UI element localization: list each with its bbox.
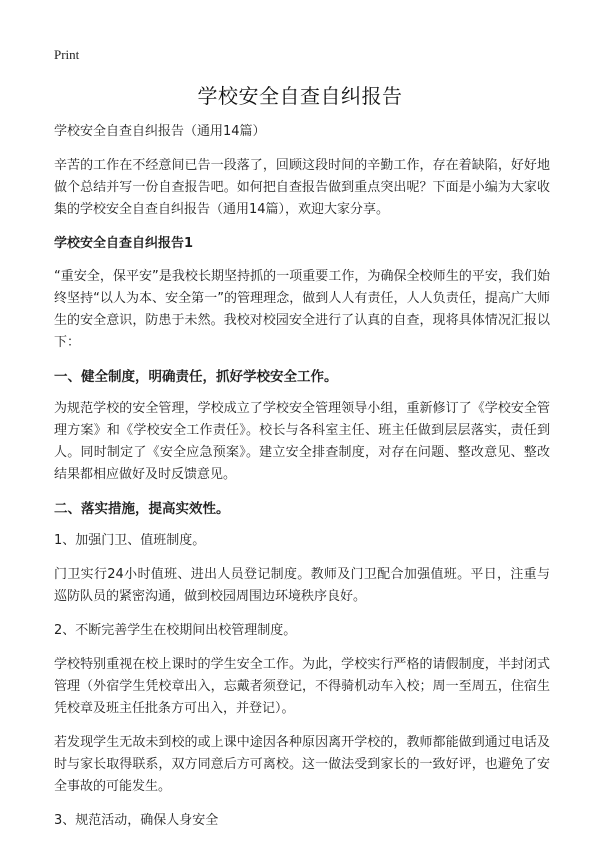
body-paragraph: 若发现学生无故未到校的或上课中途因各种原因离开学校的，教师都能做到通过电话及时与家长取得联系，双方同意后方可离校。这一做法受到家长的一致好评，也避免了安全事故的可能发生。 [54,735,550,794]
body-paragraph: 学校特别重视在校上课时的学生安全工作。为此，学校实行严格的请假制度，半封闭式管理（外宿学生凭校章出入，忘戴者须登记，不得骑机动车入校；周一至周五，住宿生凭校章及班主任批条方可出入，并登记）。 [54,657,550,716]
body-paragraph: 为规范学校的安全管理，学校成立了学校安全管理领导小组，重新修订了《学校安全管理方案》和《学校安全工作责任》。校长与各科室主任、班主任做到层层落实，责任到人。同时制定了《安全应急预案》。建立安全排查制度，对存在问题、整改意见、整改结果都相应做好及时反馈意见。 [54,401,550,482]
document-body [54,121,550,844]
list-item: 3、规范活动，确保人身安全 [54,813,219,828]
section-heading: 二、落实措施，提高实效性。 [54,501,230,517]
print-link[interactable]: Print [54,47,80,62]
section-title: 学校安全自查自纠报告1 [54,236,194,251]
intro-paragraph: 辛苦的工作在不经意间已告一段落了，回顾这段时间的辛勤工作，存在着缺陷，好好地做个总结并写一份自查报告吧。如何把自查报告做到重点突出呢？下面是小编为大家收集的学校安全自查自纠报告（通用14篇），欢迎大家分享。 [54,158,550,217]
body-paragraph: “重安全，保平安”是我校长期坚持抓的一项重要工作，为确保全校师生的平安，我们始终坚持“以人为本、安全第一”的管理理念，做到人人有责任，人人负责任，提高广大师生的安全意识，防患于未然。我校对校园安全进行了认真的自查，现将具体情况汇报以下： [54,269,550,350]
list-item: 1、加强门卫、值班制度。 [54,533,206,548]
body-paragraph: 门卫实行24小时值班、进出人员登记制度。教师及门卫配合加强值班。平日，注重与巡防队员的紧密沟通，做到校园周围边环境秩序良好。 [54,567,550,604]
page-title: 学校安全自查自纠报告 [197,84,403,108]
document-subtitle: 学校安全自查自纠报告（通用14篇） [54,124,266,139]
list-item: 2、不断完善学生在校期间出校管理制度。 [54,623,297,638]
section-heading: 一、健全制度，明确责任，抓好学校安全工作。 [54,369,338,385]
